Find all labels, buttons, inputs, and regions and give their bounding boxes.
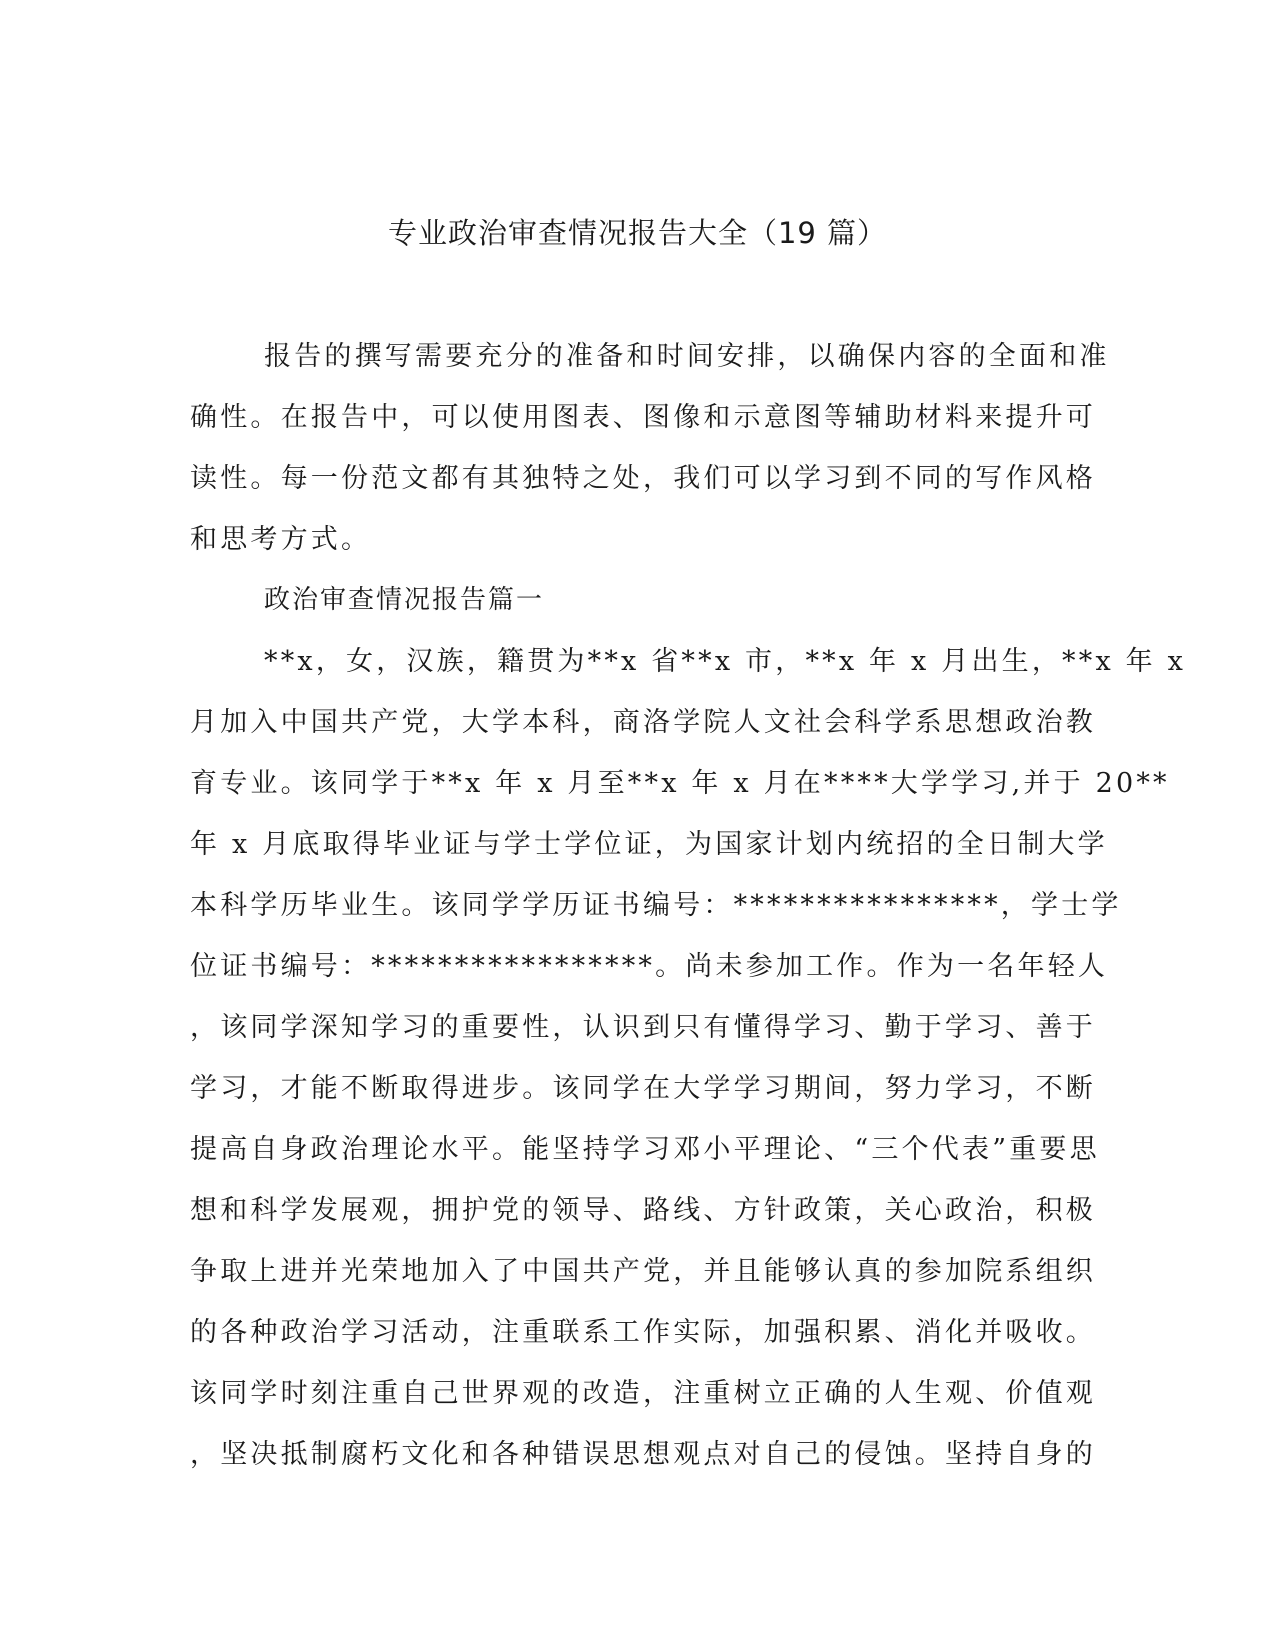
paragraph-line: 育专业。该同学于**x 年 x 月至**x 年 x 月在****大学学习,并于 20** [190,768,1170,799]
paragraph-line: ，坚决抵制腐朽文化和各种错误思想观点对自己的侵蚀。坚持自身的 [190,1439,1096,1470]
paragraph-line: 和思考方式。 [190,524,372,555]
paragraph-line: 学习，才能不断取得进步。该同学在大学学习期间，努力学习，不断 [190,1073,1096,1104]
paragraph-line: 争取上进并光荣地加入了中国共产党，并且能够认真的参加院系组织 [190,1256,1096,1287]
paragraph-line: 想和科学发展观，拥护党的领导、路线、方针政策，关心政治，积极 [190,1195,1096,1226]
paragraph-line: 提高自身政治理论水平。能坚持学习邓小平理论、“三个代表”重要思 [190,1134,1100,1165]
document-title: 专业政治审查情况报告大全（19 篇） [387,216,888,250]
paragraph-line: 的各种政治学习活动，注重联系工作实际，加强积累、消化并吸收。 [190,1317,1096,1348]
paragraph-line: 本科学历毕业生。该同学学历证书编号：****************，学士学 [190,890,1122,921]
paragraph-line: 位证书编号：*****************。尚未参加工作。作为一名年轻人 [190,951,1109,982]
section-heading: 政治审查情况报告篇一 [264,585,545,615]
paragraph-line: 报告的撰写需要充分的准备和时间安排，以确保内容的全面和准 [264,341,1110,372]
paragraph-line: **x，女，汉族，籍贯为**x 省**x 市，**x 年 x 月出生，**x 年 x [264,646,1187,677]
paragraph-line: 读性。每一份范文都有其独特之处，我们可以学习到不同的写作风格 [190,463,1096,494]
paragraph-line: 年 x 月底取得毕业证与学士学位证，为国家计划内统招的全日制大学 [190,829,1108,860]
paragraph-line: ，该同学深知学习的重要性，认识到只有懂得学习、勤于学习、善于 [190,1012,1096,1043]
paragraph-line: 该同学时刻注重自己世界观的改造，注重树立正确的人生观、价值观 [190,1378,1096,1409]
document-body [190,326,1187,1485]
paragraph-line: 月加入中国共产党，大学本科，商洛学院人文社会科学系思想政治教 [190,707,1096,738]
paragraph-line: 确性。在报告中，可以使用图表、图像和示意图等辅助材料来提升可 [190,402,1096,433]
